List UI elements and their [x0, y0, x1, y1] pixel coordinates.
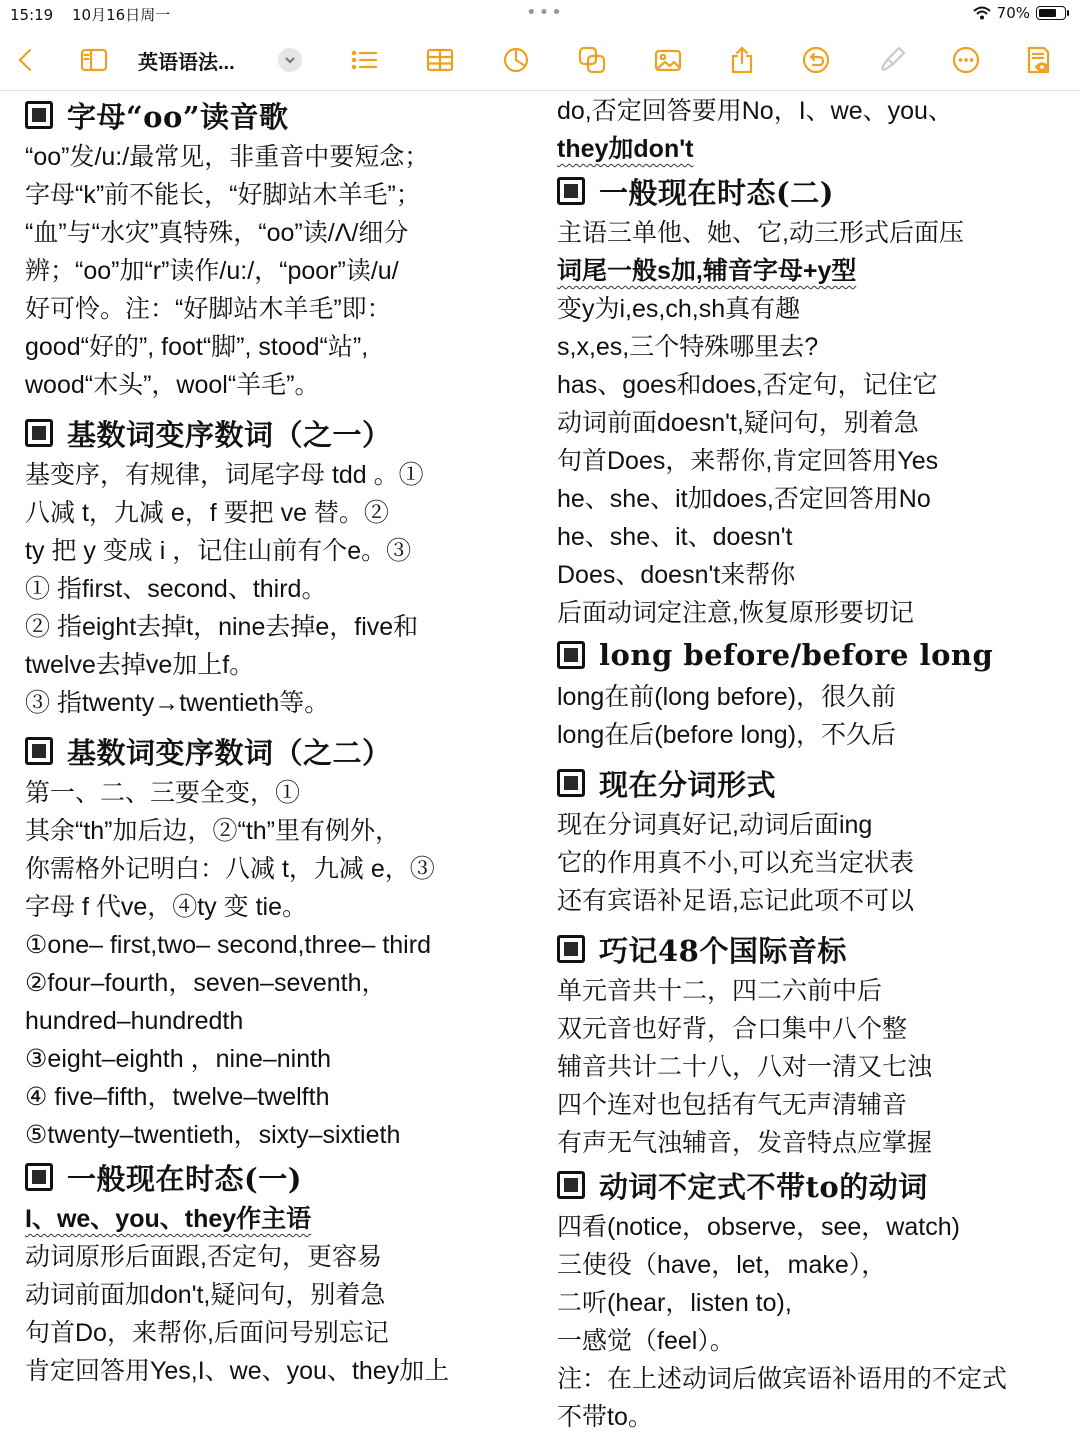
heading-text: 一般现在时态(二) [599, 175, 834, 210]
checkbox-icon[interactable] [25, 419, 53, 447]
text-line: ② 指eight去掉t，nine去掉e，five和 [25, 613, 419, 641]
section-heading [557, 926, 1062, 972]
text-line: 辨；“oo”加“r”读作/u:/，“poor”读/u/ [25, 257, 399, 285]
toolbar [0, 30, 1080, 91]
text-line: 句首Do，来帮你,后面问号别忘记 [25, 1319, 389, 1347]
chart-icon[interactable] [498, 42, 534, 78]
multitask-dots[interactable]: ••• [526, 2, 564, 23]
text-line: they加don't [557, 135, 694, 163]
checkbox-icon[interactable] [25, 737, 53, 765]
text-line: 还有宾语补足语,忘记此项不可以 [557, 887, 914, 915]
checkbox-icon[interactable] [557, 641, 585, 669]
text-line: 肯定回答用Yes,I、we、you、they加上 [25, 1357, 450, 1385]
text-line: 第一、二、三要全变，① [25, 779, 301, 807]
checkbox-icon[interactable] [557, 935, 585, 963]
checkbox-icon[interactable] [557, 769, 585, 797]
section-heading [25, 1154, 535, 1200]
share-icon[interactable] [724, 42, 760, 78]
checkbox-icon[interactable] [557, 1171, 585, 1199]
checkbox-icon[interactable] [25, 1163, 53, 1191]
text-line: 字母 f 代ve，④ty 变 tie。 [25, 893, 307, 921]
media-icon[interactable] [650, 42, 686, 78]
text-line: 不带to。 [557, 1403, 653, 1431]
sidebar-icon[interactable] [76, 42, 112, 78]
heading-text: long before/before long [599, 638, 994, 672]
text-line: ty 把 y 变成 i ，记住山前有个e。③ [25, 537, 412, 565]
heading-text: 基数词变序数词（之一） [67, 417, 392, 452]
text-line: Does、doesn't来帮你 [557, 561, 796, 589]
section-heading [25, 410, 535, 456]
text-line: 双元音也好背，合口集中八个整 [557, 1015, 908, 1043]
text-line: “oo”发/u:/最常见，非重音中要短念； [25, 143, 430, 171]
text-line: he、she、it加does,否定回答用No [557, 485, 931, 513]
wifi-icon [973, 6, 991, 20]
text-line: 四个连对也包括有气无声清辅音 [557, 1091, 908, 1119]
heading-text: 巧记48个国际音标 [599, 933, 847, 968]
text-line: long在前(long before)，很久前 [557, 683, 897, 711]
text-line: hundred–hundredth [25, 1007, 244, 1035]
text-line: 动词原形后面跟,否定句，更容易 [25, 1243, 382, 1271]
text-line: 后面动词定注意,恢复原形要切记 [557, 599, 914, 627]
status-time: 15:19 [10, 6, 54, 24]
text-line: 四看(notice，observe，see，watch) [557, 1213, 960, 1241]
table-icon[interactable] [422, 42, 458, 78]
text-line: 词尾一般s加,辅音字母+y型 [557, 257, 857, 285]
more-icon[interactable] [948, 42, 984, 78]
text-line: ②four–fourth，seven–seventh， [25, 969, 387, 997]
document-view-icon[interactable] [1020, 42, 1056, 78]
text-line: 八减 t，九减 e，f 要把 ve 替。② [25, 499, 389, 527]
text-line: 你需格外记明白：八减 t，九减 e，③ [25, 855, 435, 883]
text-line: 注：在上述动词后做宾语补语用的不定式 [557, 1365, 1008, 1393]
section-heading [557, 760, 1062, 806]
checkbox-icon[interactable] [25, 101, 53, 129]
battery-percent: 70% [996, 4, 1030, 22]
text-line: 单元音共十二，四二六前中后 [557, 977, 883, 1005]
text-line: 基变序，有规律，词尾字母 tdd 。① [25, 461, 424, 489]
text-line: 主语三单他、她、它,动三形式后面压 [557, 219, 964, 247]
text-line: “血”与“水灾”真特殊，“oo”读/Λ/细分 [25, 219, 409, 247]
section-heading [557, 168, 1062, 214]
text-line: 好可怜。注：“好脚站木羊毛”即： [25, 295, 392, 323]
shapes-icon[interactable] [574, 42, 610, 78]
text-line: 句首Does，来帮你,肯定回答用Yes [557, 447, 939, 475]
text-line: ⑤twenty–twentieth，sixty–sixtieth [25, 1121, 401, 1149]
text-line: ④ five–fifth，twelve–twelfth [25, 1083, 330, 1111]
heading-text: 字母“oo”读音歌 [67, 99, 289, 134]
text-line: 动词前面加don't,疑问句，别着急 [25, 1281, 386, 1309]
battery-icon [1036, 6, 1066, 20]
status-date: 10月16日周一 [72, 6, 171, 24]
checkbox-icon[interactable] [557, 177, 585, 205]
text-line: do,否定回答要用No，I、we、you、 [557, 97, 953, 125]
document-title[interactable]: 英语语法... [138, 52, 235, 74]
text-line: 辅音共计二十八，八对一清又七浊 [557, 1053, 933, 1081]
text-line: ① 指first、second、third。 [25, 575, 327, 603]
heading-text: 基数词变序数词（之二） [67, 735, 392, 770]
battery-fill [1039, 9, 1056, 17]
list-icon[interactable] [346, 42, 382, 78]
text-line: 它的作用真不小,可以充当定状表 [557, 849, 914, 877]
text-line: 动词前面doesn't,疑问句，别着急 [557, 409, 919, 437]
text-line: 其余“th”加后边，②“th”里有例外， [25, 817, 401, 845]
text-line: good“好的”, foot“脚”, stood“站”, [25, 333, 369, 361]
text-line: 现在分词真好记,动词后面ing [557, 811, 873, 839]
text-line: I、we、you、they作主语 [25, 1205, 312, 1233]
text-line: he、she、it、doesn't [557, 523, 793, 551]
text-line: 有声无气浊辅音，发音特点应掌握 [557, 1129, 933, 1157]
text-line: 变y为i,es,ch,sh真有趣 [557, 295, 801, 323]
text-line: ③ 指twenty→twentieth等。 [25, 689, 330, 717]
left-column [25, 92, 535, 1390]
text-line: 二听(hear，listen to), [557, 1289, 792, 1317]
text-line: ①one– first,two– second,three– third [25, 931, 431, 959]
text-line: ③eight–eighth ，nine–ninth [25, 1045, 331, 1073]
back-icon[interactable] [8, 42, 44, 78]
section-heading [557, 1162, 1062, 1208]
undo-icon[interactable] [798, 42, 834, 78]
text-line: 字母“k”前不能长，“好脚站木羊毛”； [25, 181, 421, 209]
section-heading [557, 632, 1062, 678]
brush-icon[interactable] [874, 42, 910, 78]
chevron-down-icon[interactable] [278, 48, 302, 72]
heading-text: 动词不定式不带to的动词 [599, 1169, 928, 1204]
text-line: twelve去掉ve加上f。 [25, 651, 255, 679]
text-line: wood“木头”，wool“羊毛”。 [25, 371, 320, 399]
text-line: long在后(before long)，不久后 [557, 721, 897, 749]
text-line: s,x,es,三个特殊哪里去? [557, 333, 819, 361]
heading-text: 现在分词形式 [599, 767, 777, 802]
text-line: 三使役（have，let，make）， [557, 1251, 887, 1279]
section-heading [25, 92, 535, 138]
text-line: has、goes和does,否定句，记住它 [557, 371, 938, 399]
status-bar [0, 0, 1080, 28]
text-line: 一感觉（feel）。 [557, 1327, 735, 1355]
heading-text: 一般现在时态(一) [67, 1161, 302, 1196]
right-column [557, 92, 1062, 1436]
section-heading [25, 728, 535, 774]
